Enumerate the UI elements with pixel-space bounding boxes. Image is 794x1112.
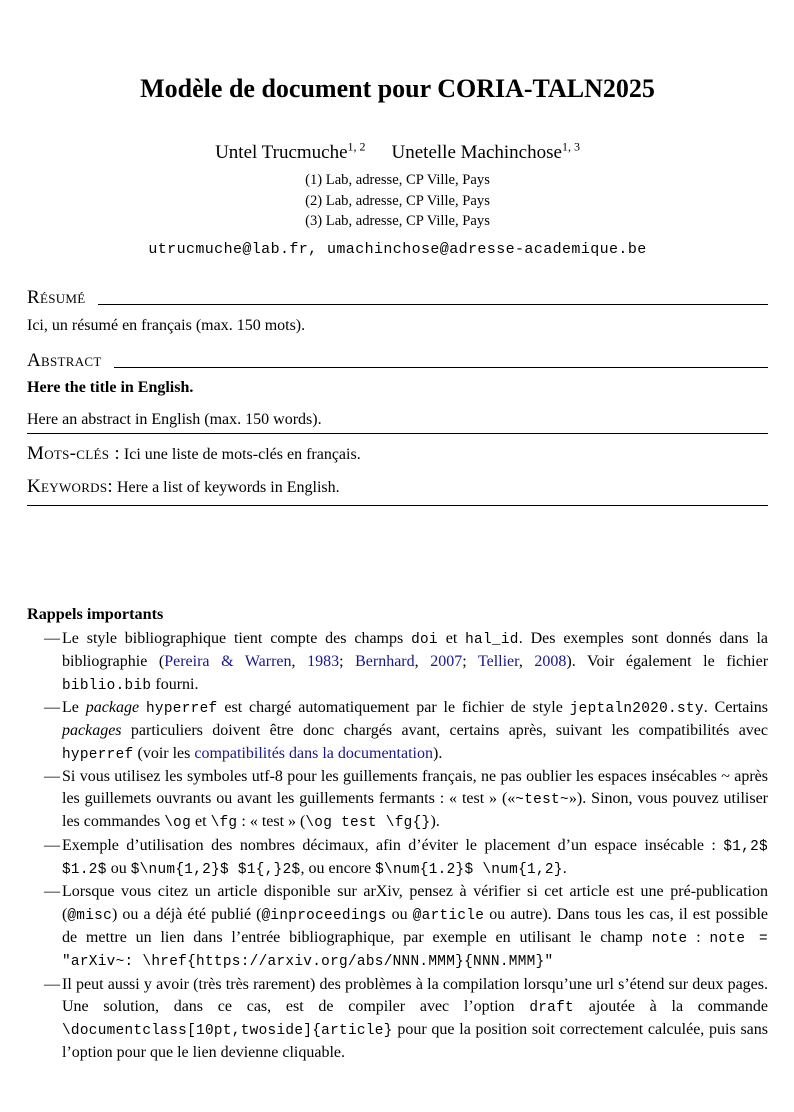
author-1 — [215, 139, 366, 163]
text-span — [139, 699, 146, 716]
text-span: . — [562, 860, 567, 878]
bullet-dash: — — [44, 883, 60, 901]
reminder-item-guillemets — [27, 766, 768, 835]
code-span: $\num{1.2}$ \num{1,2} — [375, 862, 563, 879]
code-span: \fg — [210, 815, 238, 832]
resume-label: Résumé — [27, 287, 86, 309]
reminder-item-text — [62, 976, 768, 1062]
code-span: ~test~ — [515, 792, 569, 809]
affiliation-1: (1) Lab, adresse, CP Ville, Pays — [305, 172, 490, 188]
text-span: Lorsque vous citez un article disponible sur arXiv, pensez à vérifier si cet article est une pré-publication ( — [62, 883, 768, 923]
text-span: : « test » ( — [237, 813, 306, 831]
code-span: \og — [164, 815, 192, 832]
text-span: ; — [339, 653, 356, 671]
affiliation-3: (3) Lab, adresse, CP Ville, Pays — [305, 213, 490, 230]
affiliations-block — [27, 170, 768, 232]
code-span: hyperref — [62, 746, 134, 763]
text-span: ). — [432, 744, 443, 762]
text-span: (voir les — [133, 744, 195, 762]
text-span: package — [85, 699, 140, 716]
english-title: Here the title in English. — [27, 379, 194, 397]
reminder-item-bibliography-style — [27, 628, 768, 697]
code-span: hal_id — [465, 632, 519, 649]
citation-bernhard[interactable]: Bernhard — [355, 653, 415, 671]
reminder-item-text — [62, 768, 768, 831]
reminder-item-url-compilation — [27, 974, 768, 1065]
code-span: draft — [529, 999, 574, 1016]
abstract-rule — [114, 367, 768, 368]
text-span: ; — [462, 653, 478, 671]
text-span: . Certains — [703, 699, 768, 716]
keywords-line — [27, 475, 768, 506]
author-1-name: Untel Trucmuche — [215, 142, 348, 163]
reminder-item-hyperref-package — [27, 697, 768, 766]
paper-title: Modèle de document pour CORIA-TALN2025 — [140, 74, 655, 103]
text-span: pour que la position soit correctement calculée, puis sans l’option pour que le lien devienne cliquable. — [62, 1021, 768, 1062]
text-span: Exemple d’utilisation des nombres décimaux, afin d’éviter le placement d’un espace insécable : — [62, 836, 724, 854]
text-span: ajoutée à la commande — [574, 997, 769, 1015]
code-span: $1,2$ $1.2$ — [62, 838, 768, 879]
citation-year-1983[interactable]: 1983 — [307, 653, 340, 671]
author-2-affil-marks: 1, 3 — [561, 139, 580, 154]
text-span: packages — [62, 722, 122, 740]
abstract-heading-row — [27, 349, 768, 373]
citation-year-2008[interactable]: 2008 — [534, 653, 567, 671]
code-span: jeptaln2020.sty — [569, 701, 704, 717]
code-span: @misc — [67, 907, 113, 924]
resume-text: Ici, un résumé en français (max. 150 mots). — [27, 317, 306, 335]
citation-year-2007[interactable]: 2007 — [430, 653, 463, 671]
keywords-text: Here a list of keywords in English. — [116, 479, 340, 497]
author-2-name: Unetelle Machinchose — [391, 142, 562, 163]
code-span: hyperref — [145, 701, 218, 717]
text-span: fourni. — [151, 675, 199, 693]
resume-rule — [98, 304, 768, 305]
text-span: ) ou a déjà été publié ( — [112, 905, 262, 923]
text-span: ). Voir également le fichier — [566, 653, 769, 671]
text-span: , — [291, 653, 308, 671]
bullet-dash: — — [44, 767, 60, 785]
text-span: particuliers doivent être donc chargés avant, certains après, suivant les compatibilités avec — [121, 722, 768, 740]
bullet-dash: — — [44, 975, 60, 993]
text-span: ou autre). Dans tous les cas, il est possible de mettre un lien dans l’entrée bibliographique, par exemple en utilisant le champ — [62, 905, 769, 946]
hyperref-compatibility-link[interactable]: compatibilités dans la documentation — [194, 744, 433, 762]
text-span: et — [437, 630, 466, 648]
text-span: , ou encore — [300, 860, 376, 878]
text-span: , — [518, 653, 535, 671]
reminder-item-decimal-numbers — [27, 835, 768, 882]
motscles-line — [27, 442, 768, 467]
text-span: : — [687, 928, 710, 946]
code-span: note = "arXiv~: \href{https://arxiv.org/abs/NNN.MMM}{NNN.MMM}" — [62, 930, 768, 971]
resume-heading-row — [27, 286, 768, 310]
text-span: est chargé automatiquement par le fichier de style — [217, 699, 570, 716]
code-span: @article — [412, 907, 485, 924]
motscles-label: Mots-clés : — [27, 443, 120, 465]
code-span: $\num{1,2}$ $1{,}2$ — [130, 862, 301, 879]
code-span: biblio.bib — [62, 677, 152, 694]
code-span: \og test \fg{} — [305, 815, 431, 832]
text-span: Il peut aussi y avoir (très très rarement) des problèmes à la compilation lorsqu’une url s’étend sur deux pages. Une solution, dans ce cas, est de compiler avec l’option — [62, 975, 768, 1015]
reminders-heading: Rappels importants — [27, 605, 164, 624]
text-span: Si vous utilisez les symboles utf-8 pour les guillements français, ne pas oublier les espaces insécables ~ après les guillemets ouvrants ou avant les guillements fermants : « test » (« — [62, 767, 768, 808]
abstract-label: Abstract — [27, 350, 102, 372]
text-span: »). Sinon, vous pouvez utiliser les commandes — [62, 790, 768, 831]
author-2 — [391, 139, 580, 163]
code-span: @inproceedings — [261, 907, 387, 924]
author-1-affil-marks: 1, 2 — [347, 139, 366, 154]
affiliation-2: (2) Lab, adresse, CP Ville, Pays — [305, 192, 490, 209]
text-span: Le — [62, 699, 86, 716]
reminder-item-text — [62, 883, 768, 969]
text-span: . Des exemples sont donnés dans la bibliographie ( — [62, 630, 769, 671]
author-emails: utrucmuche@lab.fr, umachinchose@adresse-academique.be — [148, 241, 647, 259]
reminder-item-text — [62, 837, 768, 877]
code-span: note — [651, 930, 688, 947]
bullet-dash: — — [44, 836, 60, 854]
text-span: , — [414, 653, 431, 671]
authors-line — [27, 140, 768, 165]
bullet-dash: — — [44, 699, 60, 716]
text-span: ou — [106, 860, 131, 878]
code-span: \documentclass[10pt,twoside]{article} — [62, 1023, 393, 1040]
code-span: doi — [411, 632, 438, 649]
text-span: ). — [430, 813, 440, 831]
bullet-dash: — — [44, 630, 60, 648]
citation-pereira-warren[interactable]: Pereira & Warren — [164, 653, 292, 671]
abstract-text: Here an abstract in English (max. 150 words). — [27, 409, 768, 434]
text-span: Le style bibliographique tient compte des champs — [62, 630, 412, 648]
text-span: ou — [386, 905, 413, 923]
reminder-item-arxiv — [27, 881, 768, 973]
reminders-list — [27, 628, 768, 1065]
reminder-item-text — [62, 630, 768, 693]
reminder-item-text — [62, 699, 768, 762]
text-span: et — [191, 813, 211, 831]
motscles-text: Ici une liste de mots-clés en français. — [123, 446, 361, 464]
citation-tellier[interactable]: Tellier — [477, 653, 519, 671]
keywords-label: Keywords: — [27, 476, 113, 498]
